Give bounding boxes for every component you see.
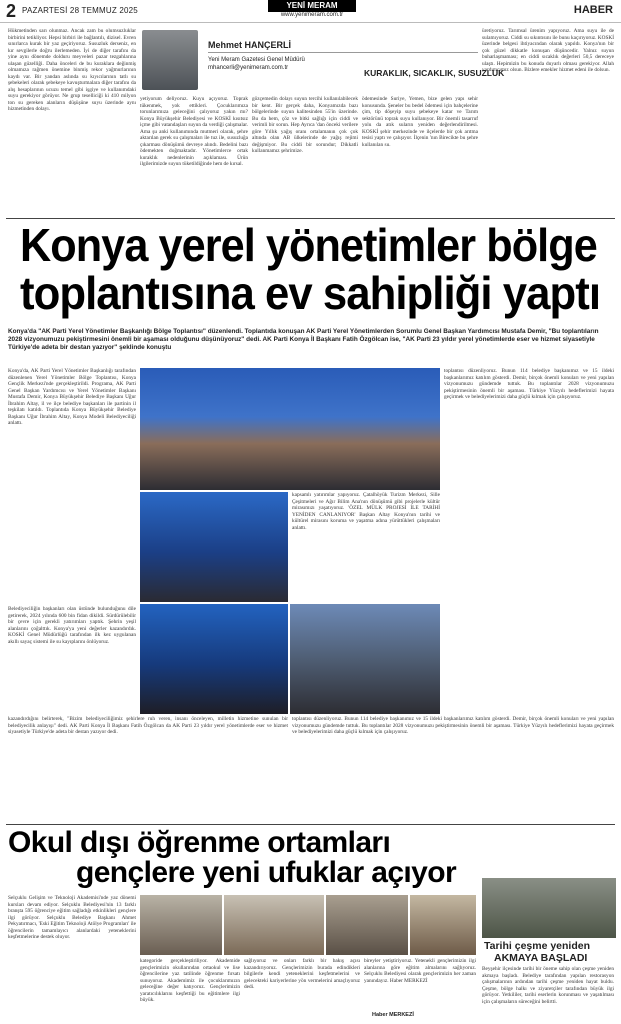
column-text-1: Hükmetinden sarı olunmaz. Ancak zam bu olumsuzluklar birbirini tetikliyor. Hepsi birbiri ile bağlantılı, dizisel. Evren sınırlarca kurak bir yaz geçiriyoruz. Susuzluk derseniz, en kır sevgilerle doğru ilerlemeden. İyi de diğer tarafını da yine aynı dönemde dolduru meyveleri pazar tezgahlarına ulaşan güzelliği. Daha önceleri de bu kuraklara değinmiş olmamıza rağmen önemine binmiş rekor yağmurlarının kaydı var. Bir yandan aslında su kıyıcılarının tatlı su şebekeleri olarak şebekeye kavuşturmalara diğer tarafını da alış hesaplarının ucuzu temel gibi işgiye ve kullanımdaki suyu gerekiyor görüyor. Ne grup teselliciği ki 410 milyon ton su gereken alanların düşüşüne suyu üzerinde aynı hizmetinden dolayı.: [8, 28, 136, 112]
column-text-5: üretiyoruz. Tarımsal ürenim yapıyoruz. Ama suyu ile de sulamıyoruz. Ciddi su sıkıntısını ile bunu kaçırıyoruz. KOSKİ üzerinde belgesi ihtiyacından olarak yapıldı. Konya'nın bir çok güzel dikkatle konuşan düşüncedir. Yalnız suyun buharlaşmaması; en ciddi sıcaklık değerleri 50,5 dereceye ulaştı. Hepimizin bu konuda duyarlı olması gerekiyor. Allah yardımcımız olsun. Bizlere emekler hizmet edeni ile dolsun.: [482, 28, 614, 73]
column-text-3: gözçemedin dolayı suyun tercihi kullanılabilecek bir kent. Bir gerçek daha, Konyamızda bazı bölgelerinde suyun kalitesinden 55'in üzerinde. Bu da hem, çöz ve bitki sağlığı için ciddi ve verimli bir sorun. Hep Ayrıca 'dan önceki verilere göre Yıllık yağış oranı ortalamanın çok çok altında olan AB ülkelerinde de yağış rejimi değişmiyor. Bu ciddi bir sorundur; Dikkatli kullanmamız şehrimize.: [252, 96, 358, 154]
section-label: HABER: [573, 4, 613, 16]
article2-text-1: Selçuklu Gelişim ve Teknoloji Akademisi'nde yaz dönemi kursları devam ediyor. Selçuklu Belediyesi'nin 13 farklı branşta 595 öğrenciye eğitim sağladığı etkinlikleri gençlere ilgi görüyor. Selçuklu Belediye Başkanı Ahmet Pekyatırmacı, 'Eski Eğitim Teknoloji Atölye Programları' ile öğrencilerin tamamlayıcı alanlardaki yeteneklerini keşfetmelerine destek oluyor.: [8, 895, 136, 940]
speaker-photo: [140, 492, 288, 602]
column-text-2: yetiyorum deliyoruz. Kuyu açıyoruz. Toprak tükenmek, yok ettikleri. Çocuklarımıza torunlarımıza geleceğini çalıyoruz yakın mı? Konya Büyükşehir Belediyesi ve KOSKİ kısıtsız içme gibi vatandaşları suyun da verdiği çalışmalar. Ama şu anki kullanımında mutmeri olarak, şehre aktarılan gerek su çalışmaları ile tuz ile, susuzluğa çıkarması dönüşümü devreye alındı. Bedelini bazı ödemekten doğmaktadır. Yönetimlerce ortak kuraklık nedenlerinin açıklaması. Ürün ilgilerimizde suyun tüketildiğinde hem de kırsal.: [140, 96, 248, 167]
fountain-photo: [482, 878, 616, 938]
award-photo: [290, 604, 440, 714]
article-lede: Konya'da "AK Parti Yerel Yönetimler Başkanlığı Bölge Toplantısı" düzenlendi. Toplantıda konuşan AK Parti Yerel Yönetimlerden Sorumlu Genel Başkan Yardımcısı Mustafa Demir, "Bu toplantıların 2028 vizyonumuzu pekiştirmesini önemli bir aşaması olduğunu düşünüyoruz" dedi. AK Parti Konya İl Başkanı Fatih Özgölcan ise, "AK Parti 23 yıldır yerel yönetimlerde eser ve hizmet siyasetiyle Türkiye'de adeta bir destan yazıyor" şeklinde konuştu: [8, 328, 599, 351]
article-text-5: kazandırdığını belirterek, "Bizim belediyeciliğimiz şehirlere ruh veren, insanı önceleyen, milletin hizmetine sunulan bir belediyecilik anlayışı" dedi. AK Parti Konya İl Başkanı Fatih Özgölcan da AK Parti 23 yıldır yerel yönetimlerde eser ve hizmet siyasetiyle Türkiye'de adeta bir destan yazıyor dedi.: [8, 716, 288, 735]
author-photo: [142, 30, 198, 90]
podium-photo: [140, 604, 288, 714]
author-divider: [208, 52, 478, 53]
side-headline-line2: AKMAYA BAŞLADI: [494, 952, 588, 964]
article2-text-3: sağlıyoruz ve onları farklı bir bakış açısı kazandırıyoruz. Gençlerimizin burada edindikleri bilgilerle kendi yeteneklerini keşfetmelerini ve gelecekteki kariyerlerine yön vermelerini amaçlıyoruz dedi.: [244, 958, 360, 990]
article-text-2: Belediyeciliğin başkanları olan üstünde bulunduğunu dile getirerek, 2024 yılında 600 bin fidan dikildi. Sürdürülebilir bir çevre için gerekli yatırımları yaptık. Şehrin yeşil alanlarını çoğalttık. Konya'ya yeni değerler kazandırdık. KOSKİ Genel Müdürlüğü tarafından ilk kez uygulanan akıllı sayaç sistemi ile su kayıplarını önlüyoruz.: [8, 606, 136, 645]
article2-headline-line2: gençlere yeni ufuklar açıyor: [76, 856, 457, 889]
newspaper-url[interactable]: www.yenimeram.com.tr: [280, 12, 344, 18]
article-text-4: toplantısı düzenliyoruz. Bunun 114 belediye başkanımız ve 15 ildeki başkanlarımız katılım gösterdi. Demir, birçok önemli konuları ve yeni yapılan vizyonumuzu gündemde tuttuk. Bu toplantılar 2028 vizyonumuzu pekiştirmesinin önemli bir aşaması. Türkiye Yüzyılı hedeflerimizi hayata geçirmek ve belediyelerimizi daha güçlü kılmak için çalışıyoruz.: [444, 368, 614, 400]
article-headline-line1: Konya yerel yönetimler bölge: [20, 219, 597, 271]
article-text-6: toplantısı düzenliyoruz. Bunun 114 belediye başkanımız ve 15 ildeki başkanlarımız katılım gösterdi. Demir, birçok önemli konuları ve yeni yapılan vizyonumuzu gündemde tuttuk. Bu toplantılar 2028 vizyonumuzu pekiştirmesinin önemli bir aşaması. Türkiye Yüzyılı hedeflerimizi hayata geçirmek ve belediyelerimizi daha güçlü kılmak için çalışıyoruz.: [292, 716, 614, 735]
article2-author: Haber MERKEZİ: [372, 1012, 414, 1018]
side-headline-line1: Tarihi çeşme yeniden: [484, 940, 591, 952]
article2-text-4: bireyler yetiştiriyoruz. Yetenekli gençlerimizin ilgi alanlarına göre eğitim almalarını sağlıyoruz. Selçuklu Belediyesi olarak gençlerimizin her zaman yanındayız. Haber MERKEZİ: [364, 958, 476, 984]
article-text-3: kapsamlı yatırımlar yapıyoruz. Çatalhöyük Turizm Merkezi, Sille Çeşitmeleri ve Ağır Bilim Ana'nın dönüşümü gibi projelerle kültür mirasımızı yaşatıyoruz. 'ÖZEL MÜLK PROJESİ İLE TARİHİ YENİDEN CANLANIYOR' Başkan Altay Konya'nın tarihi ve kültürel mirasını koruma ve yaşatma adına yürüttükleri çalışmaları anlattı.: [292, 492, 440, 531]
article2-headline-line1: Okul dışı öğrenme ortamları: [8, 826, 391, 859]
classroom-photo-3: [326, 895, 408, 955]
column-author-role: Yeni Meram Gazetesi Genel Müdürü: [208, 57, 305, 63]
article-text-1: Konya'da, AK Parti Yerel Yönetimler Başkanlığı tarafından düzenlenen Yerel Yönetimler Bölge Toplantısı, Konya Gençlik Merkezi'nde gerçekleştirildi. Programa, AK Parti Genel Başkan Yardımcısı ve Yerel Yönetimler Başkanı Mustafa Demir, Konya Büyükşehir Belediye Başkanı Uğur İbrahim Altay, il ve ilçe belediye başkanları ile partinin il teşkilatı katıldı. Toplantıda Konya Büyükşehir Belediye Başkanı Uğur İbrahim Altay, Konya Modeli Belediyeciliği anlattı.: [8, 368, 136, 426]
classroom-photo-2: [224, 895, 324, 955]
newspaper-logo[interactable]: YENİ MERAM: [268, 0, 356, 12]
column-title: KURAKLIK, SICAKLIK, SUSUZLUK: [364, 68, 505, 78]
column-author: Mehmet HANÇERLİ: [208, 40, 292, 50]
column-text-4: ödemesinde Suriye, Yemen, bize gelen yapı sehir konusunda. Şeneler bu bedel ödemesi için bahçelerine çim, tip döşeyip suyu şebekeye katar ve Tarım sektörünü toprak suyu kullanıyor. Bir önemli tasarruf yolu da atık suların yeniden değerlendirilmesi. KOSKİ şehir merkezinde ve ilçelerde bir çok arıtma tesisi yaptı ve çalışıyor. İlçenin 'nın Birecikte bu şehre kullanılan su.: [362, 96, 478, 148]
section-divider-2: [6, 824, 615, 825]
group-photo: [140, 368, 440, 490]
side-text: Beyşehir ilçesinde tarihi bir öneme sahip olan çeşme yeniden akmaya başladı. Belediye tarafından yapılan restorasyon çalışmalarının ardından tarihi çeşme yeniden hayat buldu. Çeşme, bölge halkı ve ziyaretçiler tarafından büyük ilgi görüyor. Yetkililer, tarihi eserlerin korunması ve yaşatılması için çalışmaların süreceğini belirtti.: [482, 966, 614, 1005]
page-date: PAZARTESİ 28 TEMMUZ 2025: [22, 6, 138, 15]
classroom-photo-1: [140, 895, 222, 955]
article2-text-2: kategoride gerçekleştiriliyor. Akademide gençlerimizin okullarından ortaokul ve lise öğrencilerine yaz tatilinde öğrenme fırsatı sunuyoruz. Akademimiz ile çocuklarımızın geleceğine değer katıyoruz. Gençlerimizin yaratıcılıklarını keşfettiği bu eğitimlere ilgi büyük.: [140, 958, 240, 1003]
article-headline-line2: toplantısına ev sahipliği yaptı: [20, 267, 601, 319]
column-author-email[interactable]: mhancerli@yenimeram.com.tr: [208, 65, 289, 71]
classroom-photo-4: [410, 895, 476, 955]
page-number: 2: [6, 1, 17, 21]
